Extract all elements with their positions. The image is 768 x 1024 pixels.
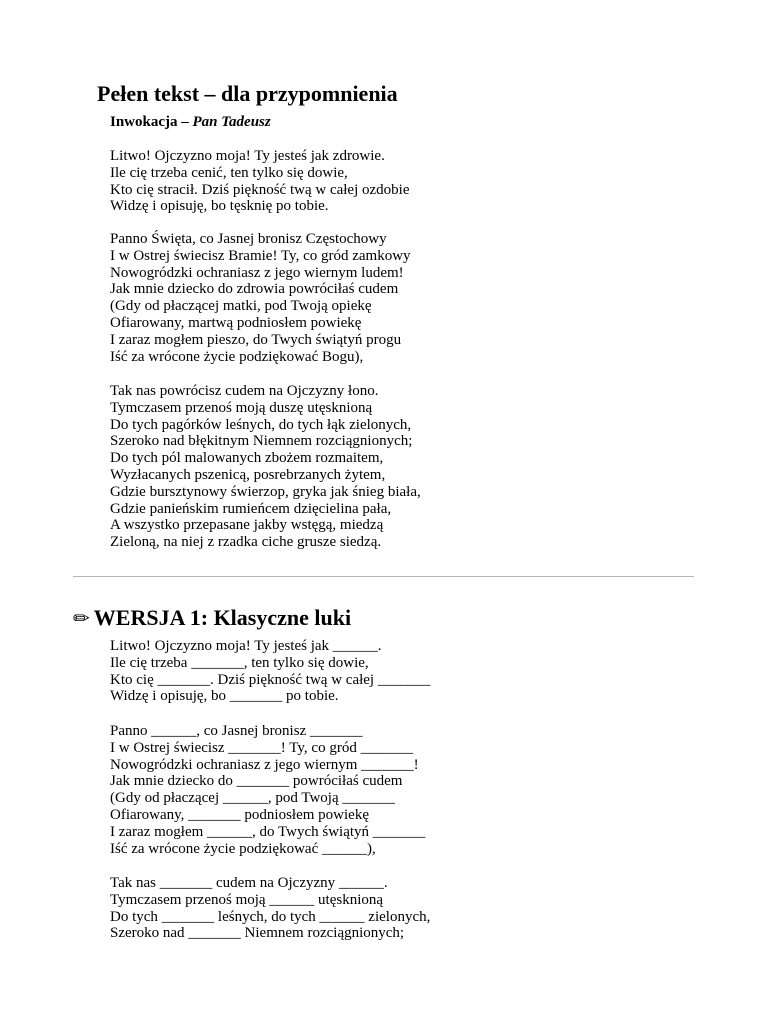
gap-line: Litwo! Ojczyzno moja! Ty jesteś jak ______. [110,638,382,654]
pencil-icon: ✏ [73,606,90,630]
version-1-stanza-3 [110,875,430,942]
poem-line: Iść za wrócone życie podziękować Bogu), [110,348,364,365]
poem-line: Gdzie panieńskim rumieńcem dzięcielina pała, [110,500,392,517]
poem-subtitle [110,113,271,131]
poem-line: I zaraz mogłem pieszo, do Twych świątyń progu [110,331,402,348]
section-divider [73,576,694,577]
gap-line: Ile cię trzeba _______, ten tylko się dowie, [110,654,369,671]
poem-line: Tak nas powrócisz cudem na Ojczyzny łono. [110,383,379,399]
poem-line: Ile cię trzeba cenić, ten tylko się dowie, [110,164,348,181]
subtitle-work-title: Pan Tadeusz [192,114,271,130]
poem-line: Kto cię stracił. Dziś piękność twą w całej ozdobie [110,181,410,198]
poem-line: Zieloną, na niej z rzadka ciche grusze siedzą. [110,534,382,551]
gap-line: Tak nas _______ cudem na Ojczyzny ______. [110,875,388,891]
poem-line: Wyzłacanych pszenicą, posrebrzanych żytem, [110,466,386,483]
poem-line: Ofiarowany, martwą podniosłem powiekę [110,314,362,331]
version-1-stanza-2 [110,723,425,857]
gap-line: Kto cię _______. Dziś piękność twą w całej _______ [110,671,431,688]
poem-line: Panno Święta, co Jasnej bronisz Częstochowy [110,231,387,247]
poem-line: Gdzie bursztynowy świerzop, gryka jak śnieg biała, [110,483,421,500]
version-1-title-text: WERSJA 1: Klasyczne luki [93,605,352,630]
gap-line: Tymczasem przenoś moją ______ utęsknioną [110,891,384,908]
poem-line: Nowogródzki ochraniasz z jego wiernym ludem! [110,264,404,281]
gap-line: Iść za wrócone życie podziękować ______), [110,840,376,857]
poem-line: Litwo! Ojczyzno moja! Ty jesteś jak zdrowie. [110,148,385,164]
gap-line: Widzę i opisuję, bo _______ po tobie. [110,688,339,705]
gap-line: Jak mnie dziecko do _______ powróciłaś cudem [110,773,403,790]
poem-line: Do tych pól malowanych zbożem rozmaitem, [110,450,384,467]
poem-line: Szeroko nad błękitnym Niemnem rozciągnionych; [110,433,413,450]
gap-line: (Gdy od płaczącej ______, pod Twoją _______ [110,790,395,807]
poem-line: Widzę i opisuję, bo tęsknię po tobie. [110,198,329,215]
poem-line: Tymczasem przenoś moją duszę utęsknioną [110,399,373,416]
poem-line: I w Ostrej świecisz Bramie! Ty, co gród zamkowy [110,247,411,264]
full-text-stanza-1 [110,148,409,215]
poem-line: A wszystko przepasane jakby wstęgą, miedzą [110,517,384,534]
section-title-full-text: Pełen tekst – dla przypomnienia [97,81,398,106]
gap-line: Nowogródzki ochraniasz z jego wiernym _______! [110,756,419,773]
gap-line: Do tych _______ leśnych, do tych ______ zielonych, [110,908,431,925]
gap-line: I zaraz mogłem ______, do Twych świątyń _______ [110,823,426,840]
subtitle-label: Inwokacja – [110,114,193,130]
full-text-stanza-2 [110,231,411,365]
poem-line: (Gdy od płaczącej matki, pod Twoją opiekę [110,298,372,315]
section-title-version-1 [73,605,351,631]
gap-line: I w Ostrej świecisz _______! Ty, co gród _______ [110,739,414,756]
gap-line: Ofiarowany, _______ podniosłem powiekę [110,806,369,823]
gap-line: Panno ______, co Jasnej bronisz _______ [110,723,363,739]
version-1-stanza-1 [110,638,430,705]
full-text-stanza-3 [110,383,421,551]
poem-line: Jak mnie dziecko do zdrowia powróciłaś cudem [110,281,399,298]
gap-line: Szeroko nad _______ Niemnem rozciągnionych; [110,925,405,942]
poem-line: Do tych pagórków leśnych, do tych łąk zielonych, [110,416,412,433]
